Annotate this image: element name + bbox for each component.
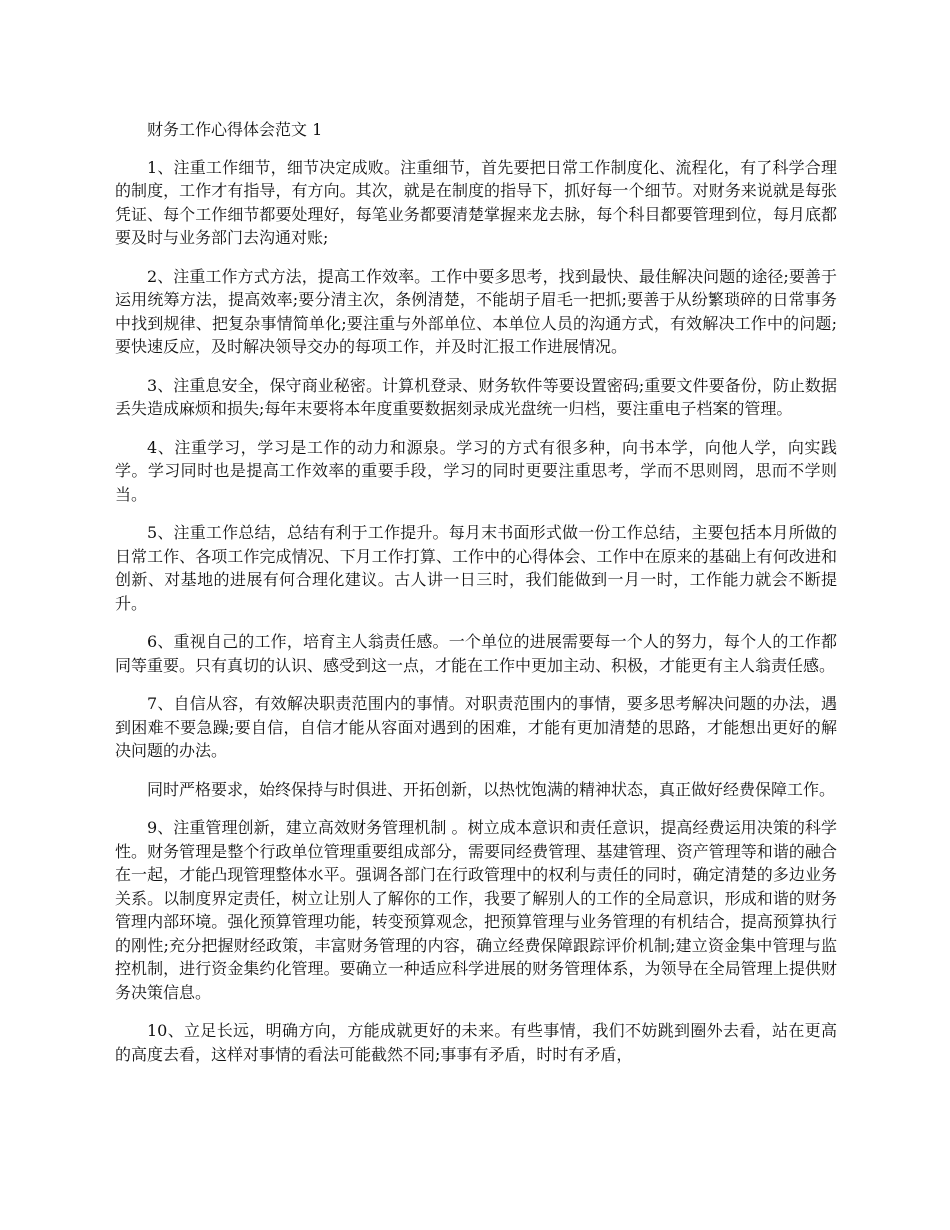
- document-title: 财务工作心得体会范文 1: [147, 120, 323, 139]
- paragraph-8: 同时严格要求，始终保持与时俱进、开拓创新，以热忱饱满的精神状态，真正做好经费保障工作。: [147, 779, 836, 799]
- paragraph-2: 2、注重工作方式方法，提高工作效率。工作中要多思考，找到最快、最佳解决问题的途径;要善于运用统筹方法，提高效率;要分清主次，条例清楚，不能胡子眉毛一把抓;要善于从纷繁琐碎的日常事务中找到规律、把复杂事情简单化;要注重与外部单位、本单位人员的沟通方式，有效解决工作中的问题;要快速反应，及时解决领导交办的每项工作，并及时汇报工作进展情况。: [115, 266, 837, 356]
- paragraph-6: 6、重视自己的工作，培育主人翁责任感。一个单位的进展需要每一个人的努力，每个人的工作都同等重要。只有真切的认识、感受到这一点，才能在工作中更加主动、积极，才能更有主人翁责任感。: [115, 632, 837, 675]
- document-page: [115, 118, 837, 1081]
- paragraph-10: 10、立足长远，明确方向，方能成就更好的未来。有些事情，我们不妨跳到圈外去看，站在更高的高度去看，这样对事情的看法可能截然不同;事事有矛盾，时时有矛盾，: [115, 1021, 837, 1064]
- paragraph-9: 9、注重管理创新，建立高效财务管理机制 。树立成本意识和责任意识，提高经费运用决策的科学性。财务管理是整个行政单位管理重要组成部分，需要同经费管理、基建管理、资产管理等和谐的融合在一起，才能凸现管理整体水平。强调各部门在行政管理中的权利与责任的同时，确定清楚的多边业务关系。以制度界定责任，树立让别人了解你的工作，我要了解别人的工作的全局意识，形成和谐的财务管理内部环境。强化预算管理功能，转变预算观念，把预算管理与业务管理的有机结合，提高预算执行的刚性;充分把握财经政策，丰富财务管理的内容，确立经费保障跟踪评价机制;建立资金集中管理与监控机制，进行资金集约化管理。要确立一种适应科学进展的财务管理体系，为领导在全局管理上提供财务决策信息。: [115, 818, 837, 1002]
- paragraph-1: 1、注重工作细节，细节决定成败。注重细节，首先要把日常工作制度化、流程化，有了科学合理的制度，工作才有指导，有方向。其次，就是在制度的指导下，抓好每一个细节。对财务来说就是每张凭证、每个工作细节都要处理好，每笔业务都要清楚掌握来龙去脉，每个科目都要管理到位，每月底都要及时与业务部门去沟通对账;: [115, 157, 837, 247]
- paragraph-5: 5、注重工作总结，总结有利于工作提升。每月末书面形式做一份工作总结，主要包括本月所做的日常工作、各项工作完成情况、下月工作打算、工作中的心得体会、工作中在原来的基础上有何改进和创新、对基地的进展有何合理化建议。古人讲一日三时，我们能做到一月一时，工作能力就会不断提升。: [115, 523, 837, 613]
- paragraph-7: 7、自信从容，有效解决职责范围内的事情。对职责范围内的事情，要多思考解决问题的办法，遇到困难不要急躁;要自信，自信才能从容面对遇到的困难，才能有更加清楚的思路，才能想出更好的解决问题的办法。: [115, 694, 837, 760]
- paragraph-3: 3、注重息安全，保守商业秘密。计算机登录、财务软件等要设置密码;重要文件要备份，防止数据丢失造成麻烦和损失;每年末要将本年度重要数据刻录成光盘统一归档，要注重电子档案的管理。: [115, 375, 837, 418]
- paragraph-4: 4、注重学习，学习是工作的动力和源泉。学习的方式有很多种，向书本学，向他人学，向实践学。学习同时也是提高工作效率的重要手段，学习的同时更要注重思考，学而不思则罔，思而不学则当。: [115, 437, 837, 504]
